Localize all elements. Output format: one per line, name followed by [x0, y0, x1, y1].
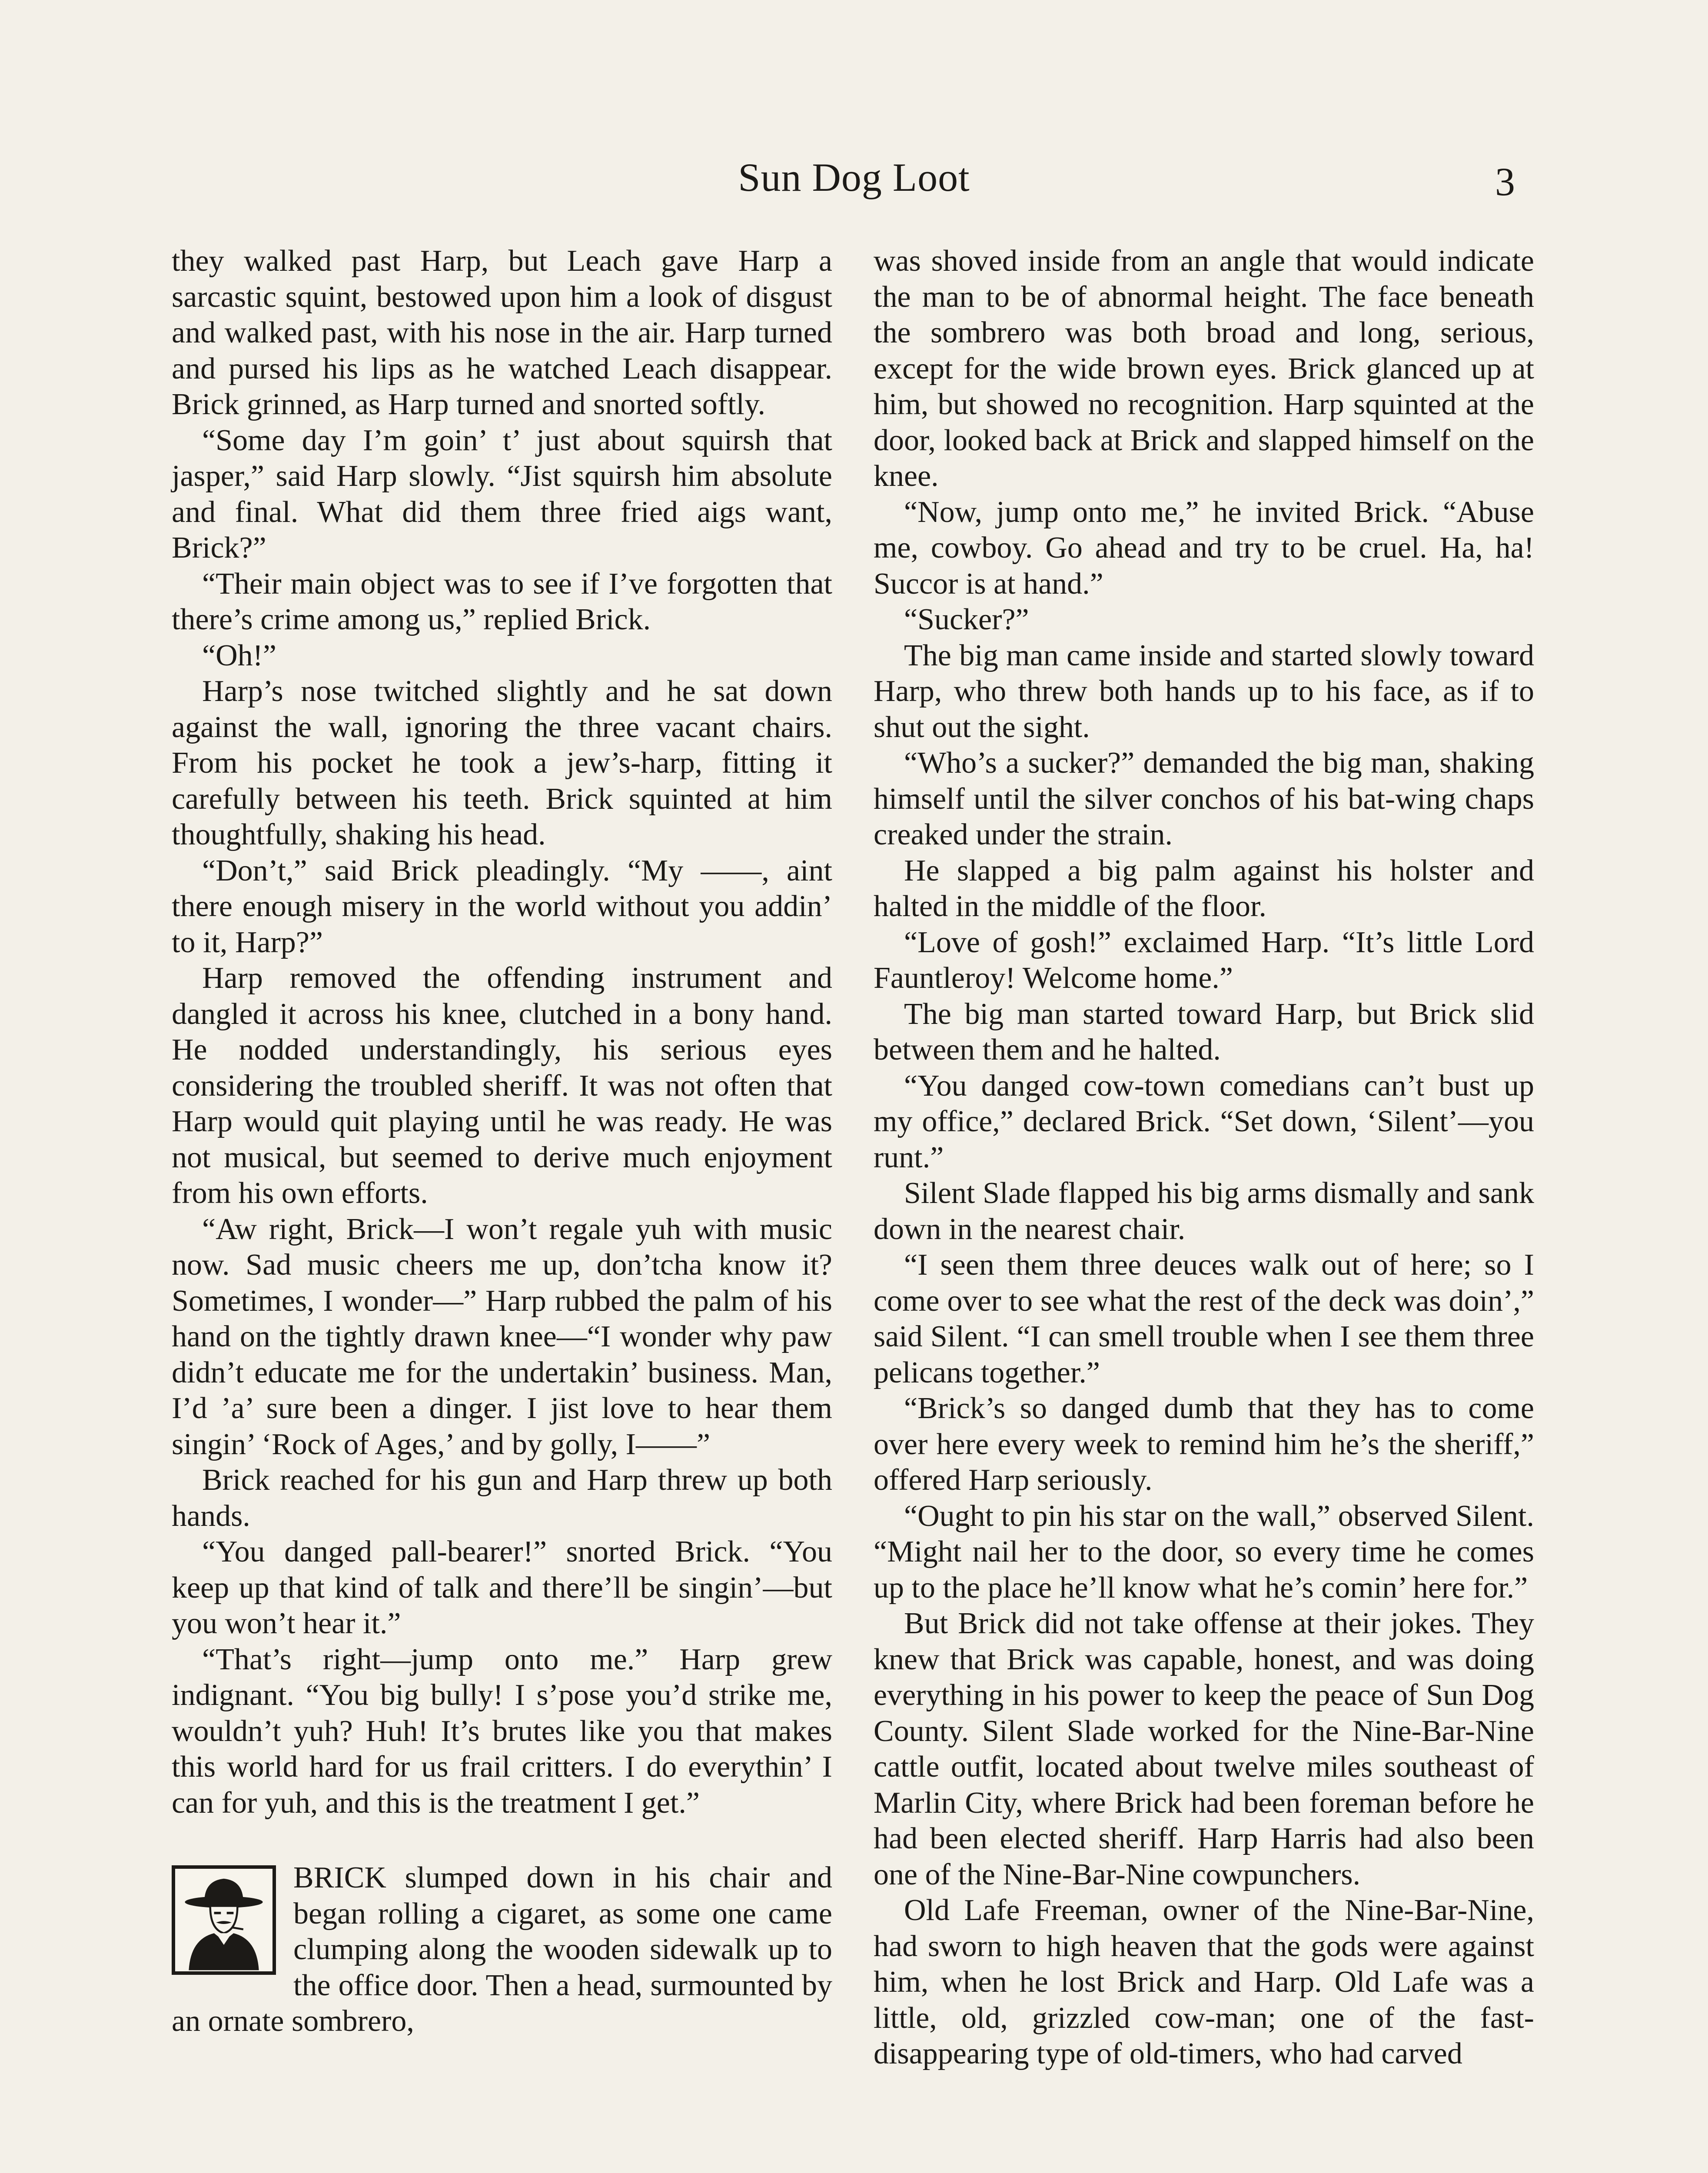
section-opening	[172, 1860, 832, 2040]
paragraph: “Ought to pin his star on the wall,” observed Silent. “Might nail her to the door, so every time he comes up to the place he’ll know what he’s comin’ here for.”	[874, 1499, 1534, 1605]
paragraph: “Their main object was to see if I’ve forgotten that there’s crime among us,” replied Brick.	[172, 567, 832, 636]
paragraph: “Don’t,” said Brick pleadingly. “My ——, aint there enough misery in the world without you addin’ to it, Harp?”	[172, 854, 832, 959]
paragraph: “Sucker?”	[904, 603, 1029, 636]
page-number: 3	[1495, 159, 1515, 204]
running-title: Sun Dog Loot	[738, 155, 970, 199]
right-column	[874, 243, 1534, 2072]
left-column	[172, 243, 832, 2040]
paragraph: BRICK slumped down in his chair and began rolling a cigaret, as some one came clumping along the wooden sidewalk up to the office door. Then a head, surmounted by an ornate sombrero,	[172, 1861, 832, 2038]
paragraph: “Who’s a sucker?” demanded the big man, shaking himself until the silver conchos of his bat-wing chaps creaked under the strain.	[874, 746, 1534, 851]
paragraph: “I seen them three deuces walk out of here; so I come over to see what the rest of the deck was doin’,” said Silent. “I can smell trouble when I see them three pelicans together.”	[874, 1248, 1534, 1389]
paragraph: But Brick did not take offense at their jokes. They knew that Brick was capable, honest, and was doing everything in his power to keep the peace of Sun Dog County. Silent Slade worked for the Nine-Bar-Nine cattle outfit, located about twelve miles southeast of Marlin City, where Brick had been foreman before he had been elected sheriff. Harp Harris had also been one of the Nine-Bar-Nine cowpunchers.	[874, 1607, 1534, 1891]
paragraph: Harp removed the offending instrument and dangled it across his knee, clutched in a bony hand. He nodded understandingly, his serious eyes considering the troubled sheriff. It was not often that Harp would quit playing until he was ready. He was not musical, but seemed to derive much enjoyment from his own efforts.	[172, 961, 832, 1210]
paragraph: was shoved inside from an angle that would indicate the man to be of abnormal height. The face beneath the sombrero was both broad and long, serious, except for the wide brown eyes. Brick glanced up at him, but showed no recognition. Harp squinted at the door, looked back at Brick and slapped himself on the knee.	[874, 244, 1534, 493]
paragraph: He slapped a big palm against his holster and halted in the middle of the floor.	[874, 854, 1534, 923]
paragraph: “Brick’s so danged dumb that they has to come over here every week to remind him he’s the sheriff,” offered Harp seriously.	[874, 1392, 1534, 1497]
paragraph: “Now, jump onto me,” he invited Brick. “Abuse me, cowboy. Go ahead and try to be cruel. Ha, ha! Succor is at hand.”	[874, 495, 1534, 601]
paragraph: “You danged pall-bearer!” snorted Brick. “You keep up that kind of talk and there’ll be singin’—but you won’t hear it.”	[172, 1535, 832, 1640]
paragraph: “Oh!”	[202, 638, 277, 672]
paragraph: “That’s right—jump onto me.” Harp grew indignant. “You big bully! I s’pose you’d strike me, wouldn’t yuh? Huh! It’s brutes like you that makes this world hard for us frail critters. I do everythin’ I can for yuh, and this is the treatment I get.”	[172, 1642, 832, 1820]
paragraph: “You danged cow-town comedians can’t bust up my office,” declared Brick. “Set down, ‘Silent’—you runt.”	[874, 1069, 1534, 1174]
paragraph: The big man started toward Harp, but Brick slid between them and he halted.	[874, 997, 1534, 1067]
paragraph: Harp’s nose twitched slightly and he sat down against the wall, ignoring the three vacant chairs. From his pocket he took a jew’s-harp, fitting it carefully between his teeth. Brick squinted at him thoughtfully, shaking his head.	[172, 674, 832, 851]
paragraph: “Some day I’m goin’ t’ just about squirsh that jasper,” said Harp slowly. “Jist squirsh him absolute and final. What did them three fried aigs want, Brick?”	[172, 423, 832, 565]
paragraph: Old Lafe Freeman, owner of the Nine-Bar-Nine, had sworn to high heaven that the gods were against him, when he lost Brick and Harp. Old Lafe was a little, old, grizzled cow-man; one of the fast-disappearing type of old-timers, who had carved	[874, 1894, 1534, 2070]
paragraph: The big man came inside and started slowly toward Harp, who threw both hands up to his face, as if to shut out the sight.	[874, 638, 1534, 744]
paragraph: Brick reached for his gun and Harp threw up both hands.	[172, 1463, 832, 1533]
cowboy-portrait-icon	[172, 1865, 276, 1975]
paragraph: “Aw right, Brick—I won’t regale yuh with music now. Sad music cheers me up, don’tcha know it? Sometimes, I wonder—” Harp rubbed the palm of his hand on the tightly drawn knee—“I wonder why paw didn’t educate me for the undertakin’ business. Man, I’d ’a’ sure been a dinger. I jist love to hear them singin’ ‘Rock of Ages,’ and by golly, I——”	[172, 1212, 832, 1461]
paragraph: Silent Slade flapped his big arms dismally and sank down in the nearest chair.	[874, 1176, 1534, 1246]
paragraph: they walked past Harp, but Leach gave Harp a sarcastic squint, bestowed upon him a look of disgust and walked past, with his nose in the air. Harp turned and pursed his lips as he watched Leach disappear. Brick grinned, as Harp turned and snorted softly.	[172, 244, 832, 421]
paragraph: “Love of gosh!” exclaimed Harp. “It’s little Lord Fauntleroy! Welcome home.”	[874, 925, 1534, 995]
